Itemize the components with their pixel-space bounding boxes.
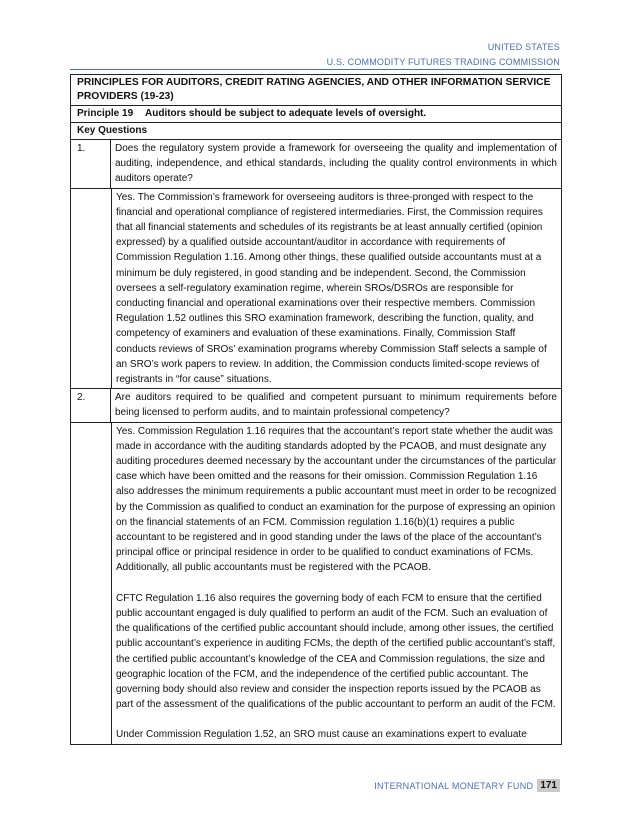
question-row-1 bbox=[71, 140, 561, 189]
answer-paragraph-2: CFTC Regulation 1.16 also requires the governing body of each FCM to ensure that the certified public accountant engaged is duly qualified to perform an audit of the FCM. Such an evaluation of the qualifications of the certified public accountant should include, among other issues, the certified public accountant’s experience in auditing FCMs, the depth of the certified public accountant’s staff, the certified public accountant’s knowledge of the CEA and Commission regulations, the size and geographic location of the FCM, and the independence of the certified public accountant. The governing body should also review and consider the inspection reports issued by the PCAOB as part of the assessment of the qualifications of the public accountant to perform an audit of the FCM. bbox=[116, 592, 556, 711]
answer-body-2 bbox=[112, 423, 561, 744]
answer-spacer-1 bbox=[71, 189, 112, 389]
section-title: PRINCIPLES FOR AUDITORS, CREDIT RATING AGENCIES, AND OTHER INFORMATION SERVICE PROVIDERS (19-23) bbox=[77, 77, 551, 102]
principle-row bbox=[71, 106, 561, 123]
question-text-1: Does the regulatory system provide a framework for overseeing the quality and implementation of auditing, independence, and ethical standards, including the quality control environments in which auditors operate? bbox=[115, 143, 557, 185]
section-title-row bbox=[71, 75, 561, 106]
answer-paragraph-1: Yes. Commission Regulation 1.16 requires that the accountant’s report state whether the audit was made in accordance with the auditing standards adopted by the PCAOB, and must designate any auditing procedures deemed necessary by the accountant under the circumstances of the particular case which have been omitted and the reasons for their omission. Commission Regulation 1.16 also addresses the minimum requirements a public accountant must meet in order to be recognized by the Commission as qualified to conduct an examination for the purpose of expressing an opinion on the financial statements of an FCM. Commission regulation 1.16(b)(1) requires a public accountant to be registered and in good standing under the laws of the place of the accountant’s principal office or principal residence in order to be qualified to conduct examinations of FCMs. Additionally, all public accountants must be registered with the PCAOB. bbox=[116, 425, 557, 574]
answer-paragraph-3: Under Commission Regulation 1.52, an SRO must cause an examinations expert to evaluate bbox=[116, 729, 527, 741]
header-rule bbox=[70, 69, 560, 70]
header-agency: U.S. COMMODITY FUTURES TRADING COMMISSION bbox=[326, 57, 560, 67]
footer-organization: INTERNATIONAL MONETARY FUND bbox=[374, 780, 534, 791]
principles-table bbox=[70, 74, 562, 745]
question-number-1: 1. bbox=[71, 140, 111, 188]
question-number-2: 2. bbox=[71, 389, 111, 421]
page-footer bbox=[374, 779, 560, 792]
principle-heading bbox=[71, 106, 561, 122]
header-country: UNITED STATES bbox=[487, 42, 560, 52]
answer-text-1: Yes. The Commission’s framework for overseeing auditors is three-pronged with respect to the financial and operational compliance of registered intermediaries. First, the Commission requires that all financial statements and schedules of its registrants be at least annually certified (opinion expressed) by a qualified outside accountant/auditor in accordance with requirements of Commission Regulation 1.16. Among other things, these qualified outside accountants must at a minimum be duly registered, in good standing and be independent. Second, the Commission oversees a self-regulatory examination regime, wherein SROs/DSROs are responsible for conducting financial and operational examinations over their respective members. Commission Regulation 1.52 outlines this SRO examination framework, describing the function, quality, and competency of examiners and evaluation of these examinations. Finally, Commission Staff conducts reviews of SROs’ examination programs whereby Commission Staff selects a sample of an SRO’s work papers to review. In addition, the Commission conducts limited-scope reviews of registrants in “for cause” situations. bbox=[116, 191, 547, 386]
question-text-2: Are auditors required to be qualified and competent pursuant to minimum requirements before being licensed to perform audits, and to maintain professional competency? bbox=[115, 392, 557, 419]
principle-text: Auditors should be subject to adequate levels of oversight. bbox=[145, 108, 427, 119]
question-row-2 bbox=[71, 389, 561, 422]
answer-row-1 bbox=[71, 189, 561, 390]
page-number: 171 bbox=[537, 779, 560, 792]
answer-row-2 bbox=[71, 423, 561, 744]
key-questions-label: Key Questions bbox=[77, 125, 148, 136]
principle-label: Principle 19 bbox=[77, 108, 134, 119]
key-questions-row bbox=[71, 123, 561, 140]
answer-spacer-2 bbox=[71, 423, 112, 744]
